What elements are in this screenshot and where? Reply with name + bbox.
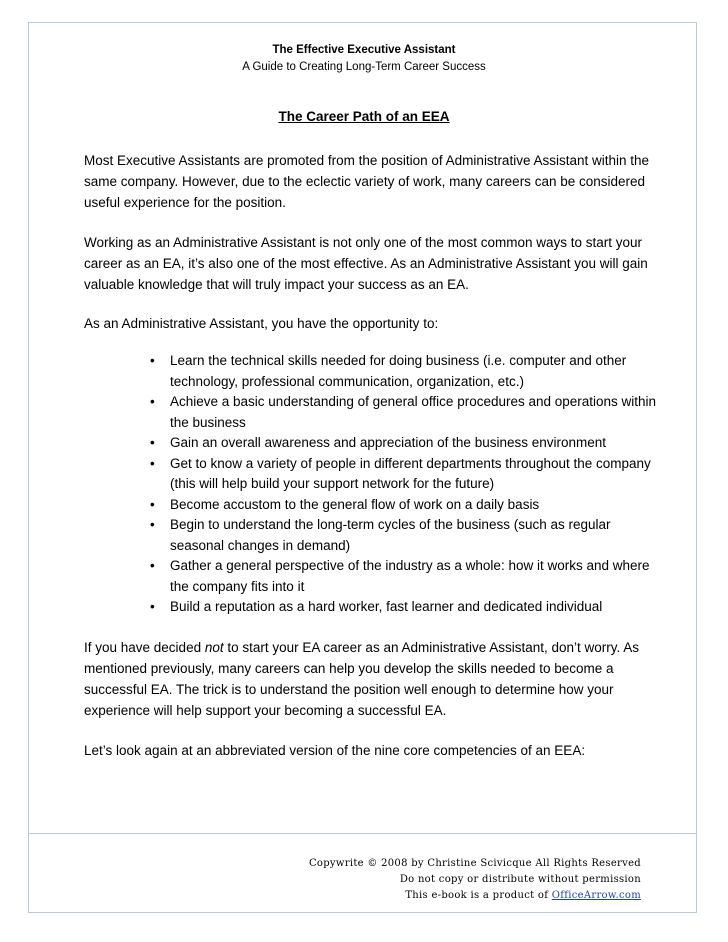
list-item bbox=[148, 515, 668, 556]
list-item-text: Become accustom to the general flow of work on a daily basis bbox=[170, 496, 540, 512]
bullet-icon: • bbox=[150, 496, 155, 512]
footer-product-prefix: This e-book is a product of bbox=[405, 890, 552, 901]
list-item bbox=[148, 351, 668, 392]
list-item-text: Build a reputation as a hard worker, fast learner and dedicated individual bbox=[170, 599, 603, 614]
paragraph-other-careers-rest: to start your EA career as an Administrative Assistant, don’t worry. As mentioned previously, many careers can help you develop the skills needed to become a successful EA. The trick is to understand the position well enough to determine how your experience will help support your becoming a successful EA. bbox=[84, 640, 640, 718]
paragraph-other-careers-start: If you have decided bbox=[84, 640, 205, 655]
section-heading: The Career Path of an EEA bbox=[278, 109, 450, 124]
document-title: The Effective Executive Assistant bbox=[272, 44, 456, 56]
list-item bbox=[148, 392, 668, 433]
footer-divider bbox=[29, 833, 696, 834]
bullet-icon: • bbox=[150, 599, 155, 614]
bullet-icon: • bbox=[150, 455, 155, 471]
list-item-text: Learn the technical skills needed for doing business (i.e. computer and other technology, professional communication, organization, etc.) bbox=[170, 353, 627, 389]
opportunity-list bbox=[148, 351, 668, 618]
bullet-icon: • bbox=[150, 517, 155, 532]
officearrow-link[interactable]: OfficeArrow.com bbox=[551, 890, 641, 901]
paragraph-other-careers bbox=[84, 637, 654, 721]
list-item-text: Begin to understand the long-term cycles of the business (such as regular seasonal changes in demand) bbox=[170, 517, 611, 553]
bullet-icon: • bbox=[150, 353, 155, 368]
list-item bbox=[148, 454, 668, 495]
list-item bbox=[148, 556, 668, 597]
list-item-text: Get to know a variety of people in different departments throughout the company (this will help build your support network for the future) bbox=[170, 455, 651, 491]
paragraph-opportunity-lead: As an Administrative Assistant, you have the opportunity to: bbox=[84, 316, 439, 331]
list-item-text: Achieve a basic understanding of general office procedures and operations within the business bbox=[170, 394, 657, 430]
footer-product bbox=[241, 888, 641, 904]
document-subtitle: A Guide to Creating Long-Term Career Success bbox=[242, 61, 486, 73]
list-item-text: Gather a general perspective of the industry as a whole: how it works and where the company fits into it bbox=[170, 558, 650, 594]
list-item-text: Gain an overall awareness and appreciation of the business environment bbox=[170, 435, 607, 450]
paragraph-competencies-lead: Let’s look again at an abbreviated version of the nine core competencies of an EEA: bbox=[84, 743, 586, 758]
emphasis-not: not bbox=[204, 640, 224, 655]
bullet-icon: • bbox=[150, 394, 155, 409]
bullet-icon: • bbox=[150, 435, 155, 450]
paragraph-intro: Most Executive Assistants are promoted from the position of Administrative Assistant within the same company. However, due to the eclectic variety of work, many careers can be considered useful experience for the position. bbox=[84, 153, 650, 210]
list-item bbox=[148, 433, 668, 454]
list-item bbox=[148, 495, 668, 516]
footer-copyright: Copywrite © 2008 by Christine Scivicque All Rights Reserved bbox=[308, 858, 641, 869]
footer-notice: Do not copy or distribute without permission bbox=[399, 874, 641, 885]
list-item bbox=[148, 597, 668, 618]
bullet-icon: • bbox=[150, 558, 155, 573]
paragraph-admin-assistant: Working as an Administrative Assistant is not only one of the most common ways to start your career as an EA, it’s also one of the most effective. As an Administrative Assistant you will gain valuable knowledge that will truly impact your success as an EA. bbox=[84, 235, 648, 292]
